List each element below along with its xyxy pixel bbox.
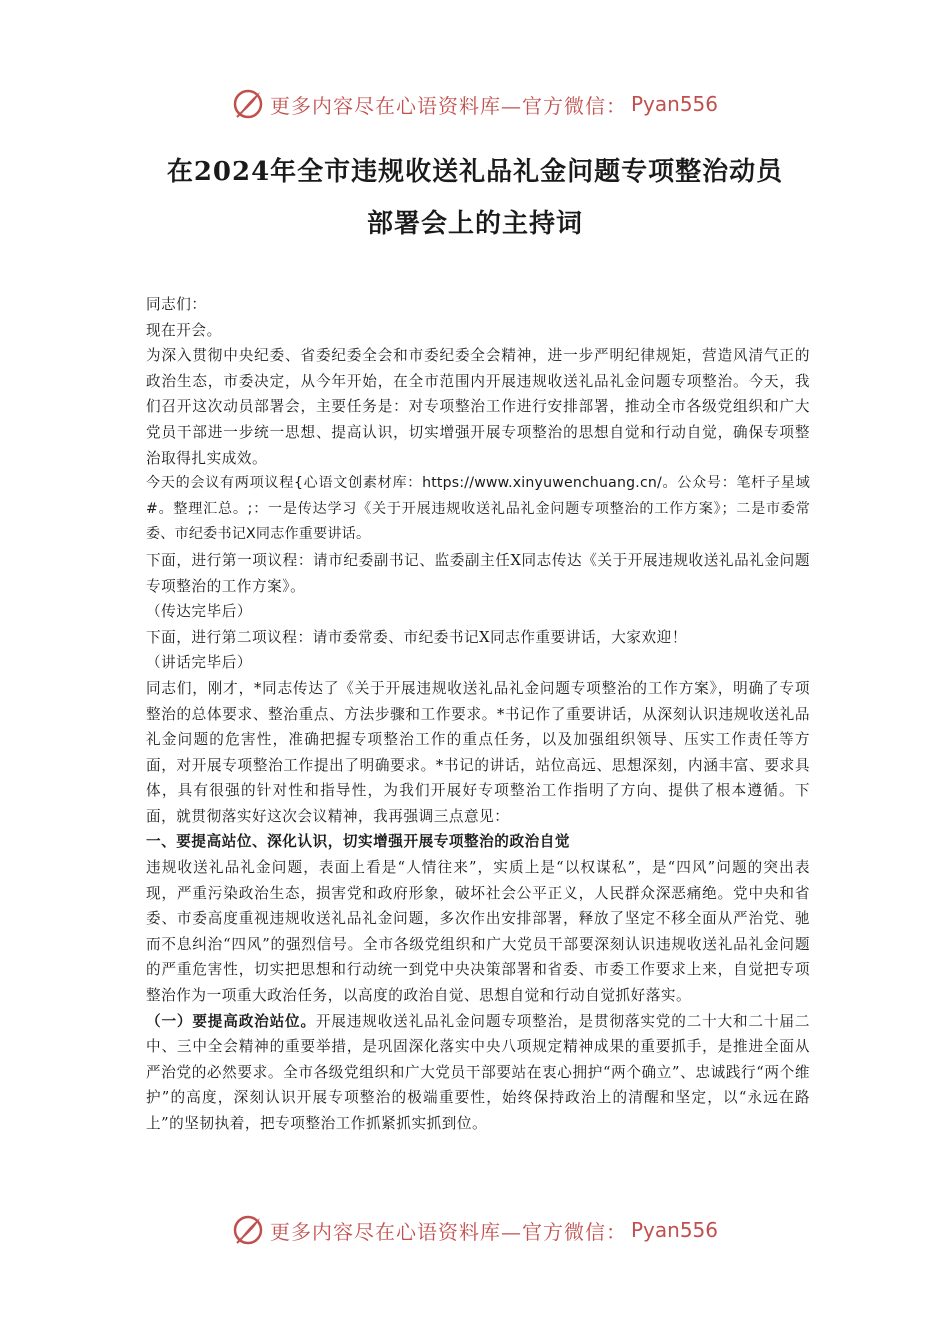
section-heading-1: 一、要提高站位、深化认识，切实增强开展专项整治的政治自觉 [146, 833, 571, 851]
paragraph-agenda: 今天的会议有两项议程{心语文创素材库：https://www.xinyuwenchuang.cn/。公众号：笔杆子星域#。整理汇总。;：一是传达学习《关于开展违规收送礼品礼金问题专项整治的工作方案》；二是市委常委、市纪委书记X同志作重要讲话。 [146, 475, 810, 543]
paragraph-subsection-1 [146, 1009, 810, 1137]
subsection-text: 开展违规收送礼品礼金问题专项整治，是贯彻落实党的二十大和二十届二中、三中全会精神的重要举措，是巩固深化落实中央八项规定精神成果的重要抓手，是推进全面从严治党的必然要求。全市各级党组织和广大党员干部要站在衷心拥护“两个确立”、忠诚践行“两个维护”的高度，深刻认识开展专项整治的极端重要性，始终保持政治上的清醒和坚定，以“永远在路上”的坚韧执着，把专项整治工作抓紧抓实抓到位。 [146, 1012, 810, 1132]
feather-pen-logo-icon [232, 1214, 264, 1246]
stage-note-1: （传达完毕后） [146, 603, 253, 621]
feather-pen-logo-icon [232, 88, 264, 120]
document-title [100, 146, 850, 250]
footer-banner [0, 1208, 950, 1252]
paragraph-purpose: 为深入贯彻中央纪委、省委纪委全会和市委纪委全会精神，进一步严明纪律规矩，营造风清气正的政治生态，市委决定，从今年开始，在全市范围内开展违规收送礼品礼金问题专项整治。今天，我们召开这次动员部署会，主要任务是：对专项整治工作进行安排部署，推动全市各级党组织和广大党员干部进一步统一思想、提高认识，切实增强开展专项整治的思想自觉和行动自觉，确保专项整治取得扎实成效。 [146, 347, 810, 467]
title-line-1: 在2024年全市违规收送礼品礼金问题专项整治动员 [166, 157, 784, 187]
banner-handle: Pyan556 [630, 92, 718, 116]
paragraph-summary: 同志们，刚才，*同志传达了《关于开展违规收送礼品礼金问题专项整治的工作方案》，明确了专项整治的总体要求、整治重点、方法步骤和工作要求。*书记作了重要讲话，从深刻认识违规收送礼品礼金问题的危害性，准确把握专项整治工作的重点任务，以及加强组织领导、压实工作责任等方面，对开展专项整治工作提出了明确要求。*书记的讲话，站位高远、思想深刻，内涵丰富、要求具体，具有很强的针对性和指导性，为我们开展好专项整治工作指明了方向、提供了根本遵循。下面，就贯彻落实好这次会议精神，我再强调三点意见： [146, 679, 810, 825]
banner-text: 更多内容尽在心语资料库—官方微信： [269, 93, 627, 118]
paragraph-section-1: 违规收送礼品礼金问题，表面上看是“人情往来”，实质上是“以权谋私”，是“四风”问题的突出表现，严重污染政治生态，损害党和政府形象，破坏社会公平正义，人民群众深恶痛绝。党中央和省委、市委高度重视违规收送礼品礼金问题，多次作出安排部署，释放了坚定不移全面从严治党、驰而不息纠治“四风”的强烈信号。全市各级党组织和广大党员干部要深刻认识违规收送礼品礼金问题的严重危害性，切实把思想和行动统一到党中央决策部署和省委、市委工作要求上来，自觉把专项整治作为一项重大政治任务，以高度的政治自觉、思想自觉和行动自觉抓好落实。 [146, 859, 810, 1005]
stage-note-2: （讲话完毕后） [146, 654, 253, 672]
document-body [146, 292, 810, 1137]
banner-text: 更多内容尽在心语资料库—官方微信： [269, 1219, 627, 1244]
title-line-2: 部署会上的主持词 [366, 209, 583, 239]
opening-line: 现在开会。 [146, 321, 222, 339]
paragraph-agenda-item-2: 下面，进行第二项议程：请市委常委、市纪委书记X同志作重要讲话，大家欢迎！ [146, 628, 687, 646]
header-banner [0, 82, 950, 126]
paragraph-agenda-item-1: 下面，进行第一项议程：请市纪委副书记、监委副主任X同志传达《关于开展违规收送礼品礼金问题专项整治的工作方案》。 [146, 551, 810, 595]
subsection-lead: （一）要提高政治站位。 [146, 1012, 316, 1030]
banner-handle: Pyan556 [630, 1218, 718, 1242]
salutation: 同志们： [146, 296, 207, 313]
